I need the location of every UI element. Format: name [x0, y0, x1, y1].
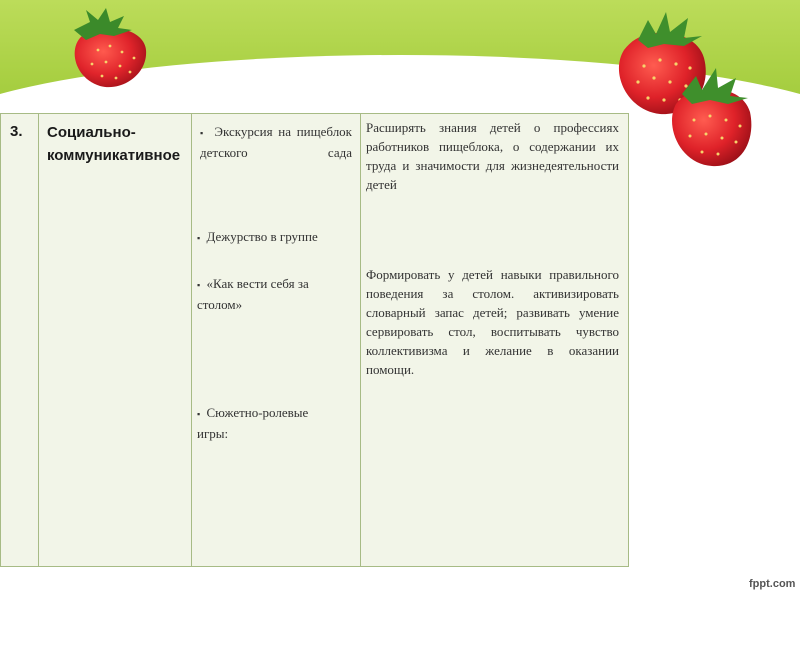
activity-text: «Как вести себя за столом» [197, 276, 309, 312]
bullet-icon: ▪ [200, 127, 206, 138]
activity-item [200, 122, 352, 162]
number-cell [1, 114, 39, 567]
educational-area: Социально-коммуникативное [47, 124, 181, 164]
strawberry-icon [60, 8, 152, 90]
goals-cell [361, 114, 629, 567]
table-row [1, 114, 629, 567]
bullet-icon: ▪ [197, 408, 201, 419]
area-cell [39, 114, 192, 567]
bullet-icon: ▪ [197, 279, 201, 290]
goal-text: Расширять знания детей о профессиях работников пищеблока, о содержании их труда и значимости для жизнедеятельности детей [366, 120, 619, 192]
row-number: 3. [10, 123, 23, 140]
goal-text: Формировать у детей навыки правильного поведения за столом. активизировать словарный запас детей; развивать умение сервировать стол, воспитывать чувство коллективизма и желание в оказании помощи. [366, 267, 619, 377]
activity-item [197, 274, 336, 314]
activities-cell [192, 114, 361, 567]
activity-text: Дежурство в группе [206, 229, 318, 244]
activity-text: Экскурсия на пищеблок детского сада [200, 124, 352, 160]
footer-logo: fppt.com [749, 578, 796, 590]
bullet-icon: ▪ [197, 232, 201, 243]
strawberry-icon [662, 64, 758, 170]
activity-text: Сюжетно-ролевые игры: [197, 405, 309, 441]
activity-item [197, 227, 352, 248]
content-table [0, 113, 629, 567]
activity-item [197, 403, 336, 443]
